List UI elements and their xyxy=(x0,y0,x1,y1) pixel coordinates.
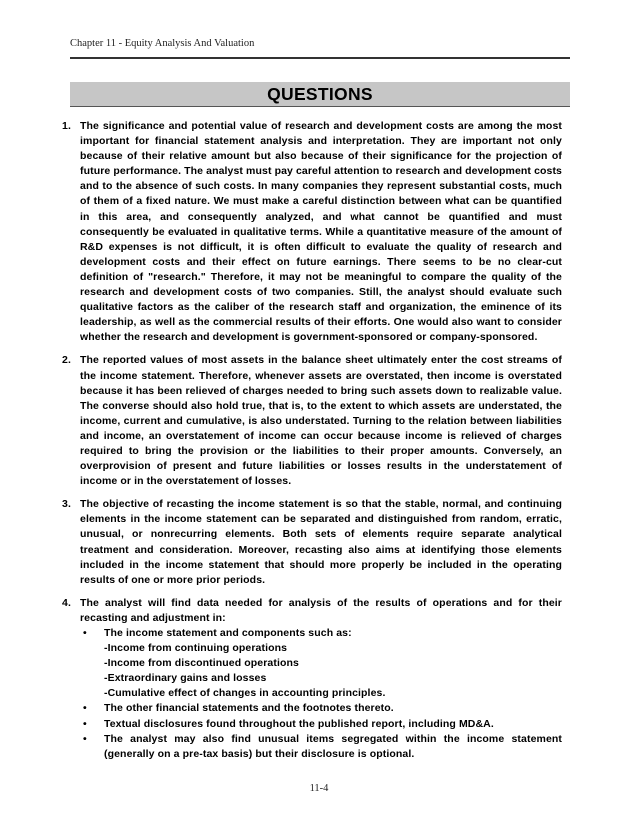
question-2 xyxy=(62,353,562,489)
question-3 xyxy=(62,497,562,588)
question-number: 3. xyxy=(62,498,71,511)
chapter-header: Chapter 11 - Equity Analysis And Valuation xyxy=(70,38,255,49)
bullet-text: The other financial statements and the footnotes thereto. xyxy=(104,702,394,715)
question-text: The significance and potential value of research and development costs are among the most important for financial statement analysis and interpretation. They are important not only because of their relative amount but also because of their significance for the projection of future performance. The analyst must pay careful attention to research and development costs and to the absence of such costs. In many companies they represent substantial costs, much of them of a fixed nature. We must make a careful distinction between what can be quantified in this area, and consequently analyzed, and what cannot be quantified and must consequently be evaluated in qualitative terms. While a quantitative measure of the amount of R&D expenses is not difficult, it is often difficult to evaluate the quality of research and development costs and their effect on future earnings. There seems to be no clear-cut definition of "research." Therefore, it may not be meaningful to compare the quality of the research and development costs of two companies. Still, the analyst should evaluate such qualitative factors as the caliber of the research staff and organization, the eminence of its leadership, as well as the commercial results of their efforts. One would also want to consider whether the research and development is government-sponsored or company-sponsored. xyxy=(80,120,562,344)
bullet-item xyxy=(80,732,562,762)
page-number: 11-4 xyxy=(309,783,329,794)
bullet-icon: • xyxy=(83,717,87,730)
section-title-band xyxy=(70,82,570,107)
question-4 xyxy=(62,596,562,762)
bullet-item xyxy=(80,701,562,716)
question-number: 2. xyxy=(62,354,71,367)
bullet-list xyxy=(80,626,562,762)
question-number: 1. xyxy=(62,120,71,132)
question-text: The reported values of most assets in the balance sheet ultimately enter the cost streams of the income statement. Therefore, whenever assets are overstated, then income is overstated because it has been relieved of charges needed to bring such assets down to realizable value. The converse should also hold true, that is, to the extent to which assets are understated, the income, current and cumulative, is also understated. Turning to the relation between liabilities and income, an overstatement of income can occur because income is relieved of charges required to bring the provision or the liabilities to their proper amounts. Conversely, an overprovision of present and future liabilities or losses results in the understatement of income or in the overstatement of losses. xyxy=(80,354,562,488)
sub-item: -Income from discontinued operations xyxy=(104,657,299,670)
questions-list xyxy=(62,119,562,770)
question-1 xyxy=(62,119,562,345)
bullet-icon: • xyxy=(83,702,87,715)
bullet-text: Textual disclosures found throughout the published report, including MD&A. xyxy=(104,717,494,730)
question-number: 4. xyxy=(62,596,71,609)
bullet-item xyxy=(80,717,562,732)
bullet-text: The income statement and components such as: xyxy=(104,627,352,639)
header-rule xyxy=(70,57,570,59)
bullet-icon: • xyxy=(83,627,87,639)
sub-item: -Extraordinary gains and losses xyxy=(104,672,267,685)
bullet-item xyxy=(80,626,562,701)
question-text: The analyst will find data needed for analysis of the results of operations and for their recasting and adjustment in: xyxy=(80,596,562,624)
question-text: The objective of recasting the income statement is so that the stable, normal, and continuing elements in the income statement can be separated and distinguished from random, erratic, unusual, or nonrecurring elements. Both sets of elements require separate analytical treatment and consideration. Moreover, recasting also aims at identifying those elements included in the income statement that should more properly be included in the operating results of one or more prior periods. xyxy=(80,498,562,586)
sub-item: -Income from continuing operations xyxy=(104,642,288,655)
bullet-icon: • xyxy=(83,732,87,745)
section-title: QUESTIONS xyxy=(267,84,373,104)
sub-item: -Cumulative effect of changes in accounting principles. xyxy=(104,687,386,700)
bullet-text: The analyst may also find unusual items segregated within the income statement (generally on a pre-tax basis) but their disclosure is optional. xyxy=(104,732,562,760)
